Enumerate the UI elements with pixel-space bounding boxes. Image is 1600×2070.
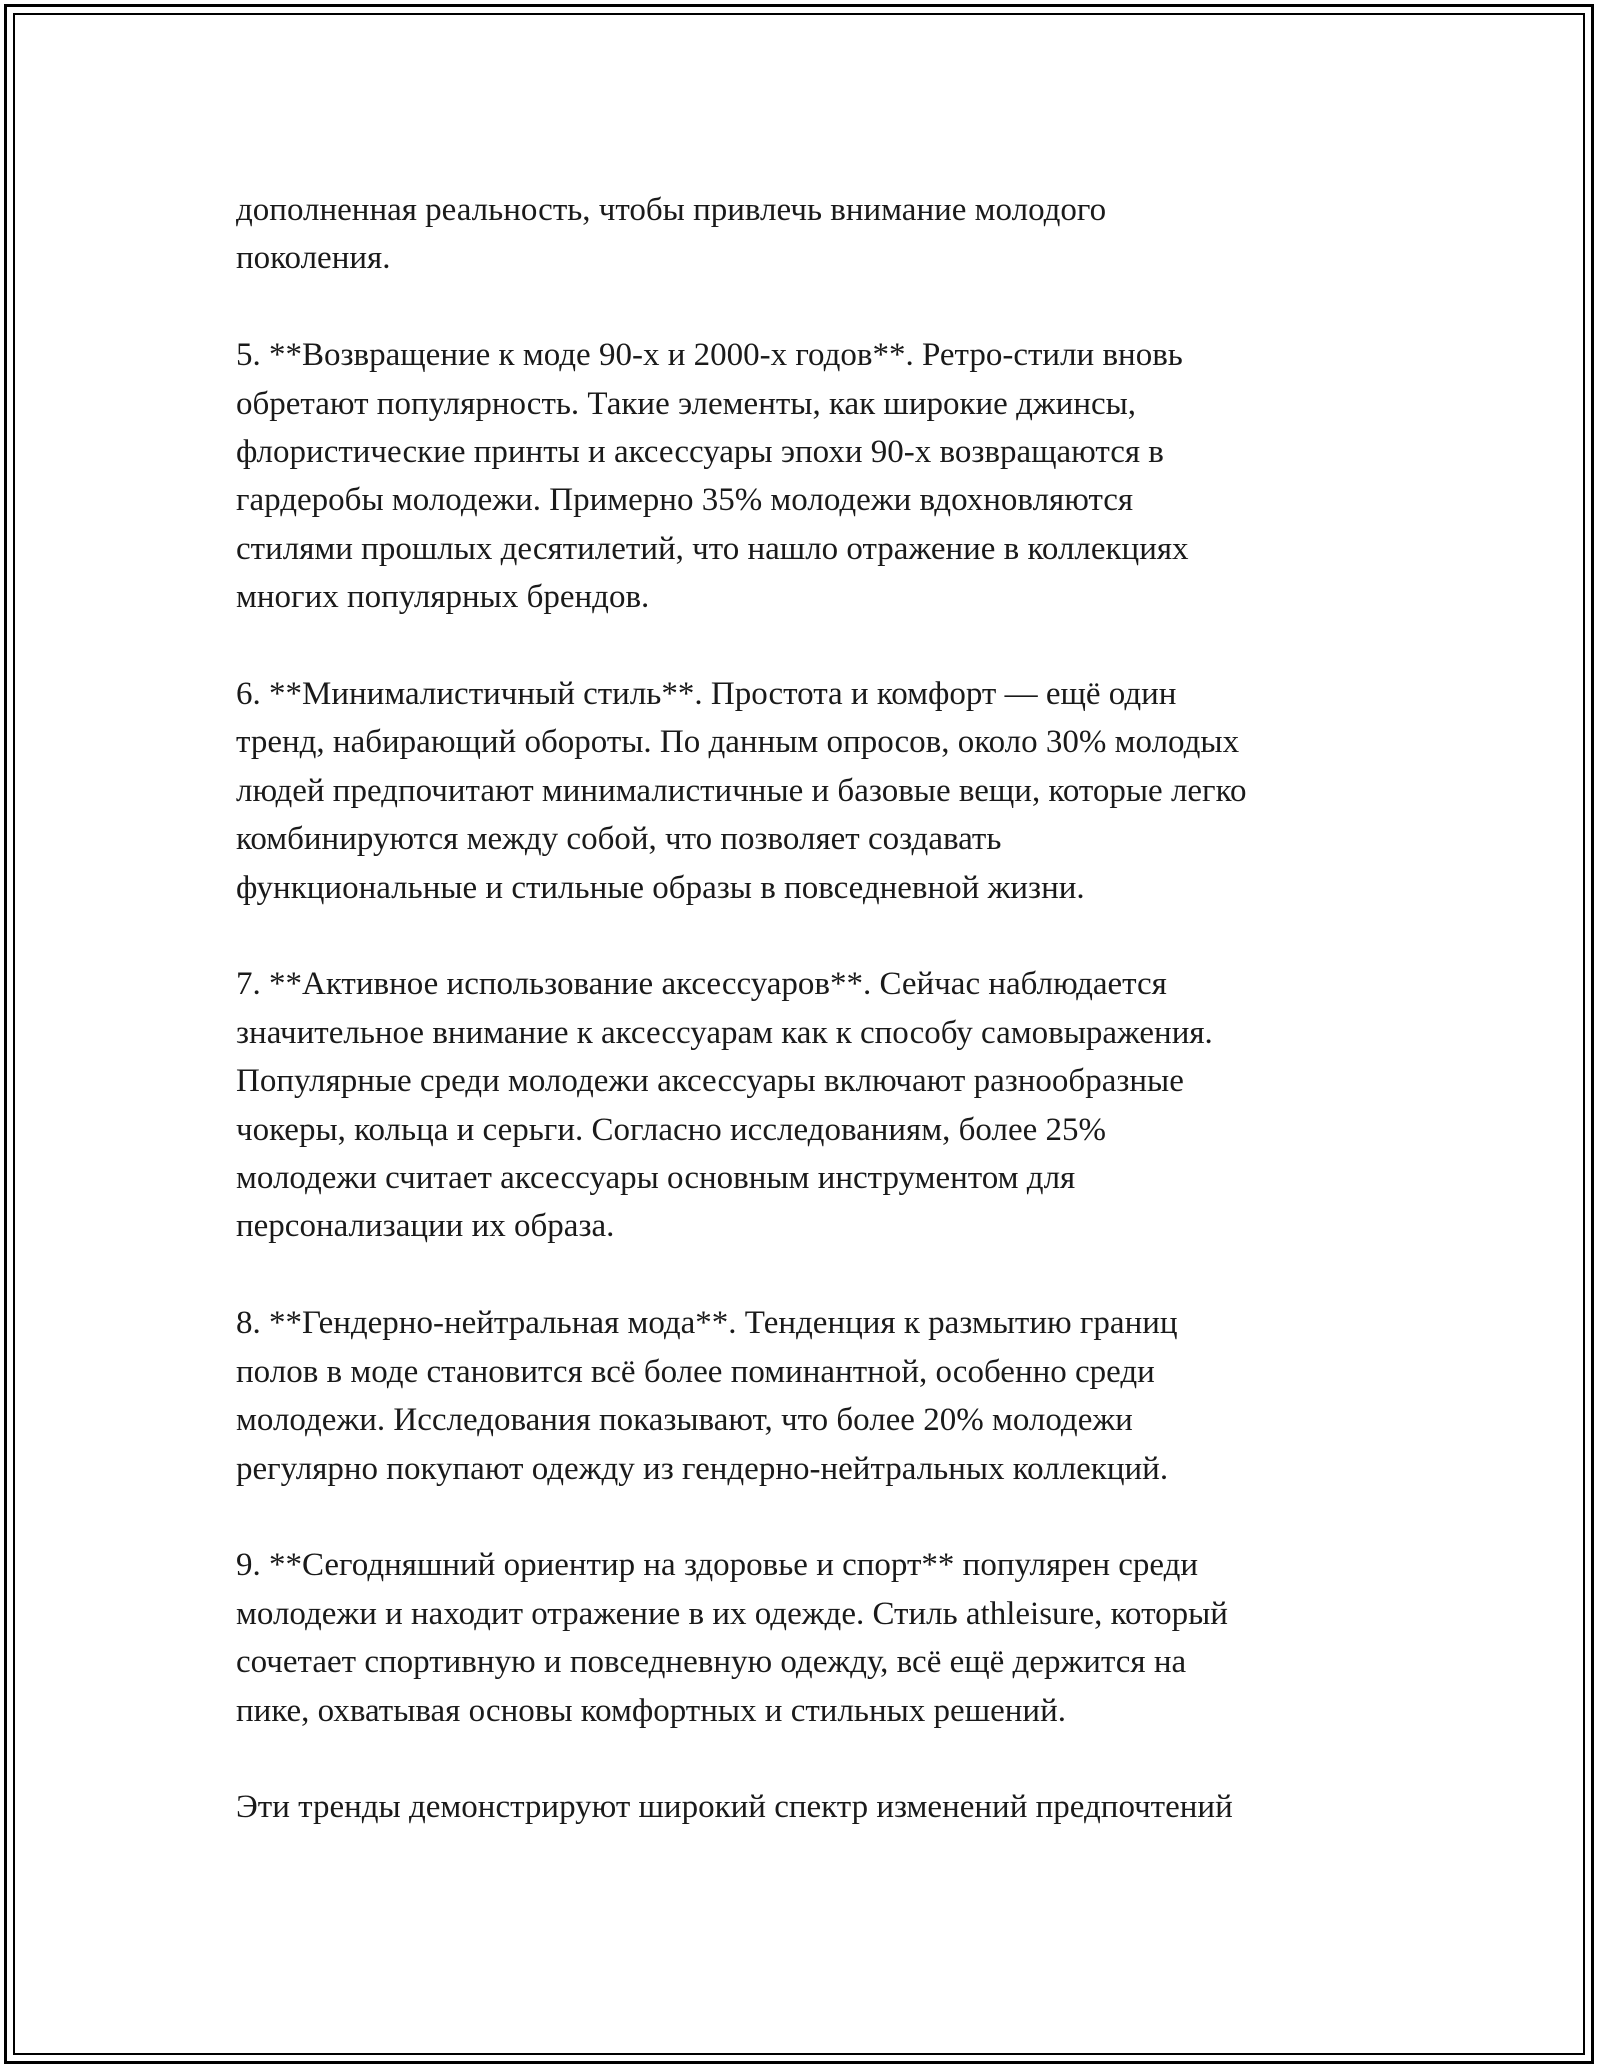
text-line: флористические принты и аксессуары эпохи 90-х возвращаются в bbox=[236, 434, 1164, 471]
text-line: людей предпочитают минималистичные и базовые вещи, которые легко bbox=[236, 772, 1247, 809]
paragraph-item-9 bbox=[236, 1541, 1386, 1735]
text-line: полов в моде становится всё более поминантной, особенно среди bbox=[236, 1353, 1155, 1390]
document-body bbox=[236, 186, 1386, 1880]
text-line: Эти тренды демонстрируют широкий спектр изменений предпочтений bbox=[236, 1789, 1233, 1826]
paragraph-item-6 bbox=[236, 670, 1386, 912]
text-line: 5. **Возвращение к моде 90-х и 2000-х годов**. Ретро-стили вновь bbox=[236, 337, 1183, 374]
text-line: значительное внимание к аксессуарам как к способу самовыражения. bbox=[236, 1014, 1213, 1051]
paragraph-intro-continuation bbox=[236, 186, 1386, 283]
text-line: сочетает спортивную и повседневную одежду, всё ещё держится на bbox=[236, 1644, 1187, 1681]
text-line: многих популярных брендов. bbox=[236, 579, 650, 616]
text-line: гардеробы молодежи. Примерно 35% молодежи вдохновляются bbox=[236, 482, 1134, 519]
paragraph-conclusion bbox=[236, 1783, 1386, 1831]
text-line: персонализации их образа. bbox=[236, 1208, 615, 1245]
text-line: молодежи считает аксессуары основным инструментом для bbox=[236, 1160, 1076, 1197]
text-line: стилями прошлых десятилетий, что нашло отражение в коллекциях bbox=[236, 530, 1189, 567]
text-line: поколения. bbox=[236, 240, 391, 277]
text-line: регулярно покупают одежду из гендерно-нейтральных коллекций. bbox=[236, 1450, 1169, 1487]
paragraph-item-5 bbox=[236, 331, 1386, 621]
paragraph-item-8 bbox=[236, 1299, 1386, 1493]
text-line: комбинируются между собой, что позволяет создавать bbox=[236, 821, 1002, 858]
text-line: 7. **Активное использование аксессуаров**. Сейчас наблюдается bbox=[236, 966, 1167, 1003]
text-line: пике, охватывая основы комфортных и стильных решений. bbox=[236, 1692, 1066, 1729]
text-line: дополненная реальность, чтобы привлечь внимание молодого bbox=[236, 192, 1107, 228]
paragraph-item-7 bbox=[236, 960, 1386, 1250]
text-line: 6. **Минималистичный стиль**. Простота и комфорт — ещё один bbox=[236, 676, 1177, 713]
text-line: функциональные и стильные образы в повседневной жизни. bbox=[236, 869, 1085, 906]
text-line: 8. **Гендерно-нейтральная мода**. Тенденция к размытию границ bbox=[236, 1305, 1178, 1342]
text-line: Популярные среди молодежи аксессуары включают разнообразные bbox=[236, 1063, 1184, 1100]
text-line: чокеры, кольца и серьги. Согласно исследованиям, более 25% bbox=[236, 1111, 1106, 1148]
text-line: молодежи. Исследования показывают, что более 20% молодежи bbox=[236, 1402, 1133, 1439]
text-line: 9. **Сегодняшний ориентир на здоровье и спорт** популярен среди bbox=[236, 1547, 1199, 1584]
text-line: обретают популярность. Такие элементы, как широкие джинсы, bbox=[236, 385, 1137, 422]
text-line: молодежи и находит отражение в их одежде. Стиль athleisure, который bbox=[236, 1595, 1228, 1632]
text-line: тренд, набирающий обороты. По данным опросов, около 30% молодых bbox=[236, 724, 1240, 761]
